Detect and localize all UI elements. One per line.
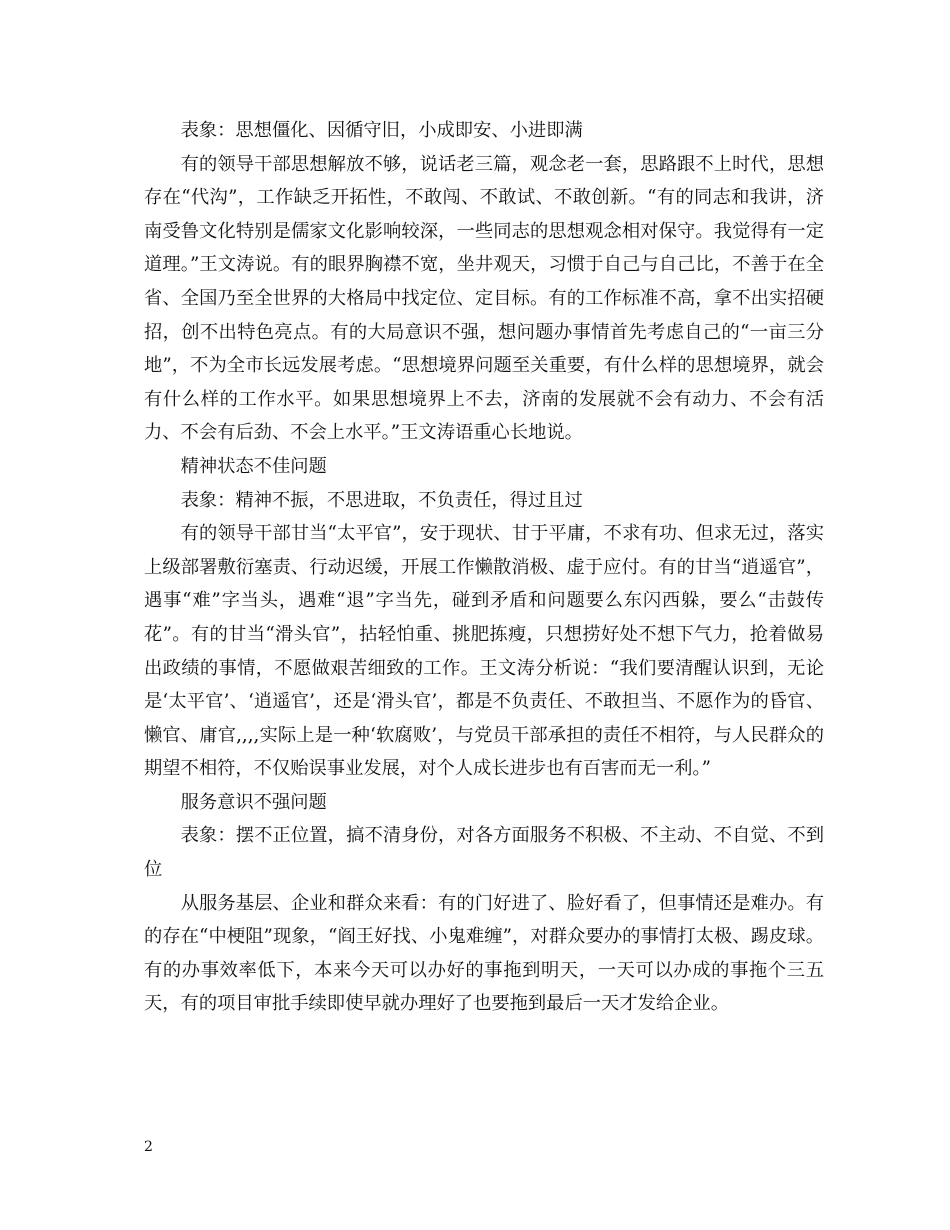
paragraph-official-types: 有的领导干部甘当“太平官”，安于现状、甘于平庸，不求有功、但求无过，落实上级部署敷衍塞责、行动迟缓，开展工作懒散消极、虚于应付。有的甘当“逍遥官”，遇事“难”字当头，遇难“退”字当先，碰到矛盾和问题要么东闪西躲，要么“击鼓传花”。有的甘当“滑头官”，拈轻怕重、挑肥拣瘦，只想捞好处不想下气力，抢着做易出政绩的事情，不愿做艰苦细致的工作。王文涛分析说：“我们要清醒认识到，无论是‘太平官’、‘逍遥官’，还是‘滑头官’，都是不负责任、不敢担当、不愿作为的昏官、懒官、庸官,,,,实际上是一种‘软腐败’，与党员干部承担的责任不相符，与人民群众的期望不相符，不仅贻误事业发展，对个人成长进步也有百害而无一利。” [144,523,824,780]
paragraph-symptom-rigid-thinking: 表象：思想僵化、因循守旧，小成即安、小进即满 [180,120,583,141]
paragraph-thinking-liberation: 有的领导干部思想解放不够，说话老三篇，观念老一套，思路跟不上时代，思想存在“代沟”，工作缺乏开拓性，不敢闯、不敢试、不敢创新。“有的同志和我讲，济南受鲁文化特别是儒家文化影响较深，一些同志的思想观念相对保守。我觉得有一定道理。”王文涛说。有的眼界胸襟不宽，坐井观天，习惯于自己与自己比，不善于在全省、全国乃至全世界的大格局中找定位、定目标。有的工作标准不高，拿不出实招硬招，创不出特色亮点。有的大局意识不强，想问题办事情首先考虑自己的“一亩三分地”，不为全市长远发展考虑。“思想境界问题至关重要，有什么样的思想境界，就会有什么样的工作水平。如果思想境界上不去，济南的发展就不会有动力、不会有活力、不会有后劲、不会上水平。”王文涛语重心长地说。 [144,153,824,444]
paragraph-symptom-low-spirit: 表象：精神不振，不思进取，不负责任，得过且过 [180,489,583,511]
document-body [144,114,824,1021]
page-number: 2 [144,1139,153,1155]
heading-service-awareness: 服务意识不强问题 [180,791,327,813]
heading-spiritual-state: 精神状态不佳问题 [180,455,327,477]
paragraph-symptom-service: 表象：摆不正位置，搞不清身份，对各方面服务不积极、不主动、不自觉、不到位 [144,825,824,881]
paragraph-service-examples: 从服务基层、企业和群众来看：有的门好进了、脸好看了，但事情还是难办。有的存在“中梗阻”现象，“阎王好找、小鬼难缠”，对群众要办的事情打太极、踢皮球。有的办事效率低下，本来今天可以办好的事拖到明天，一天可以办成的事拖个三五天，有的项目审批手续即使早就办理好了也要拖到最后一天才发给企业。 [144,892,824,1015]
